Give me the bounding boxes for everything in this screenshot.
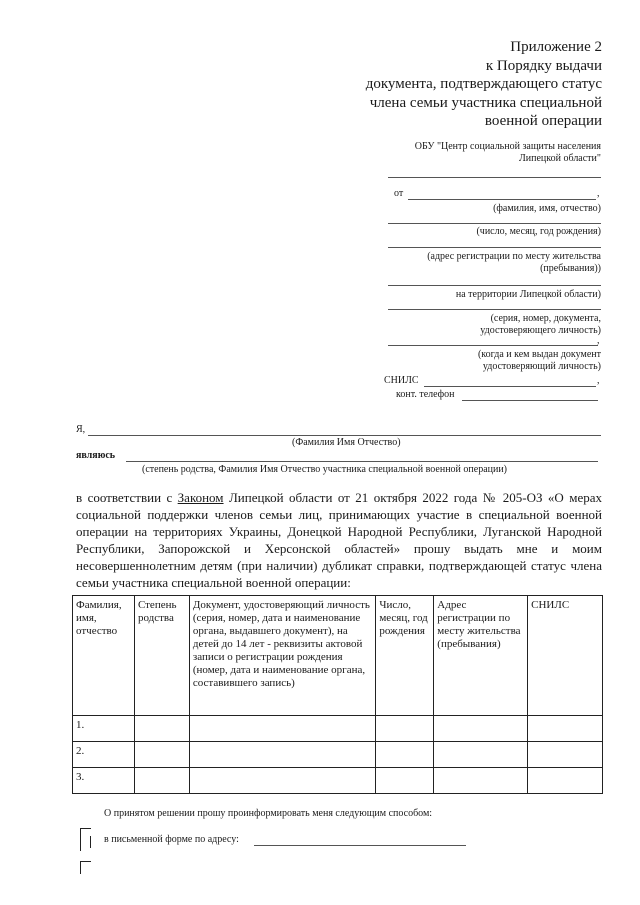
hint-document bbox=[388, 313, 601, 337]
hint-issued-line: удостоверяющий личность) bbox=[482, 361, 601, 372]
appendix-header bbox=[302, 38, 602, 131]
from-label: от bbox=[394, 188, 404, 199]
birth-date-field[interactable] bbox=[388, 223, 601, 224]
header-birthdate: Число, месяц, год рождения bbox=[376, 596, 434, 716]
checkbox-mark bbox=[90, 836, 91, 848]
table-cell[interactable] bbox=[134, 742, 189, 768]
hint-relation: (степень родства, Фамилия Имя Отчество участника специальной военной операции) bbox=[142, 464, 508, 475]
hint-issued-line: (когда и кем выдан документ bbox=[477, 349, 601, 360]
table-header-row bbox=[73, 596, 603, 716]
hint-document-line: (серия, номер, документа, bbox=[490, 313, 601, 324]
written-option-label: в письменной форме по адресу: bbox=[104, 834, 239, 845]
from-name-field[interactable] bbox=[408, 199, 596, 200]
hint-fio: (фамилия, имя, отчество) bbox=[493, 203, 601, 214]
i-label: Я, bbox=[76, 424, 86, 435]
snils-field[interactable] bbox=[424, 386, 596, 387]
relation-field[interactable] bbox=[126, 461, 598, 462]
other-checkbox[interactable] bbox=[80, 861, 91, 874]
header-snils: СНИЛС bbox=[528, 596, 603, 716]
being-label: являюсь bbox=[76, 450, 116, 461]
hint-address bbox=[388, 251, 601, 275]
appendix-title: Приложение 2 bbox=[510, 39, 602, 55]
appendix-line: члена семьи участника специальной bbox=[369, 94, 602, 111]
table-cell[interactable] bbox=[434, 716, 528, 742]
org-name-line: Липецкой области" bbox=[519, 153, 601, 164]
request-text: в соответствии с bbox=[76, 490, 178, 505]
notify-intro: О принятом решении прошу проинформировать меня следующим способом: bbox=[104, 808, 433, 819]
table-cell[interactable] bbox=[376, 742, 434, 768]
org-name-line: ОБУ "Центр социальной защиты населения bbox=[414, 141, 601, 152]
table-row bbox=[73, 768, 603, 794]
snils-label: СНИЛС bbox=[384, 375, 419, 386]
hint-document-line: удостоверяющего личность) bbox=[480, 325, 601, 336]
phone-field[interactable] bbox=[462, 400, 598, 401]
table-cell[interactable] bbox=[134, 716, 189, 742]
row-number: 1. bbox=[73, 716, 135, 742]
appendix-line: документа, подтверждающего статус bbox=[365, 76, 602, 92]
territory-label: на территории Липецкой области) bbox=[455, 289, 601, 300]
hint-address-line: (пребывания)) bbox=[540, 263, 601, 274]
table-cell[interactable] bbox=[189, 768, 375, 794]
table-cell[interactable] bbox=[376, 716, 434, 742]
issued-field[interactable] bbox=[388, 345, 598, 346]
address-field-2[interactable] bbox=[388, 285, 601, 286]
table-cell[interactable] bbox=[189, 742, 375, 768]
table-cell[interactable] bbox=[376, 768, 434, 794]
table-cell[interactable] bbox=[528, 716, 603, 742]
row-number: 2. bbox=[73, 742, 135, 768]
applicant-name-field[interactable] bbox=[88, 435, 601, 436]
header-document: Документ, удостоверяющий личность (серия, номер, дата и наименование органа, выдавшего документ), на детей до 14 лет - реквизиты актовой записи о регистрации рождения (номер, дата и наименование органа, составившего запись) bbox=[189, 596, 375, 716]
table-cell[interactable] bbox=[528, 742, 603, 768]
table-row bbox=[73, 742, 603, 768]
table-cell[interactable] bbox=[434, 768, 528, 794]
addressee-org bbox=[388, 141, 601, 165]
hint-birth: (число, месяц, год рождения) bbox=[476, 226, 601, 237]
children-table bbox=[72, 595, 603, 794]
appendix-line: военной операции bbox=[484, 113, 602, 129]
appendix-line: к Порядку выдачи bbox=[485, 57, 602, 74]
table-cell[interactable] bbox=[189, 716, 375, 742]
law-link[interactable]: Законом bbox=[177, 490, 224, 505]
table-cell[interactable] bbox=[528, 768, 603, 794]
written-address-field[interactable] bbox=[254, 845, 466, 846]
document-field[interactable] bbox=[388, 309, 601, 310]
phone-label: конт. телефон bbox=[396, 389, 455, 400]
hint-address-line: (адрес регистрации по месту жительства bbox=[427, 251, 601, 262]
request-paragraph bbox=[76, 489, 602, 591]
row-number: 3. bbox=[73, 768, 135, 794]
address-field[interactable] bbox=[388, 247, 601, 248]
hint-issued bbox=[388, 349, 601, 373]
header-relation: Степень родства bbox=[134, 596, 189, 716]
table-cell[interactable] bbox=[134, 768, 189, 794]
header-address: Адрес регистрации по месту жительства (пребывания) bbox=[434, 596, 528, 716]
request-text: Липецкой области от 21 октября 2022 года № 205-ОЗ «О мерах социальной поддержки членов семьи лиц, принимающих участие в специальной военной операции на территориях Украины, Донецкой Народной Республики, Луганской Народной Республики, Запорожской и Херсонской областей» прошу выдать мне и моим несовершеннолетним детям (при наличии) дубликат справки, подтверждающей статус члена семьи участника специальной военной операции: bbox=[76, 490, 602, 590]
header-fio: Фамилия, имя, отчество bbox=[73, 596, 135, 716]
table-row bbox=[73, 716, 603, 742]
hint-applicant-fio: (Фамилия Имя Отчество) bbox=[292, 437, 401, 448]
comma: , bbox=[597, 375, 600, 386]
fill-line[interactable] bbox=[388, 177, 601, 178]
table-cell[interactable] bbox=[434, 742, 528, 768]
comma: , bbox=[597, 335, 600, 346]
comma: , bbox=[597, 188, 600, 199]
